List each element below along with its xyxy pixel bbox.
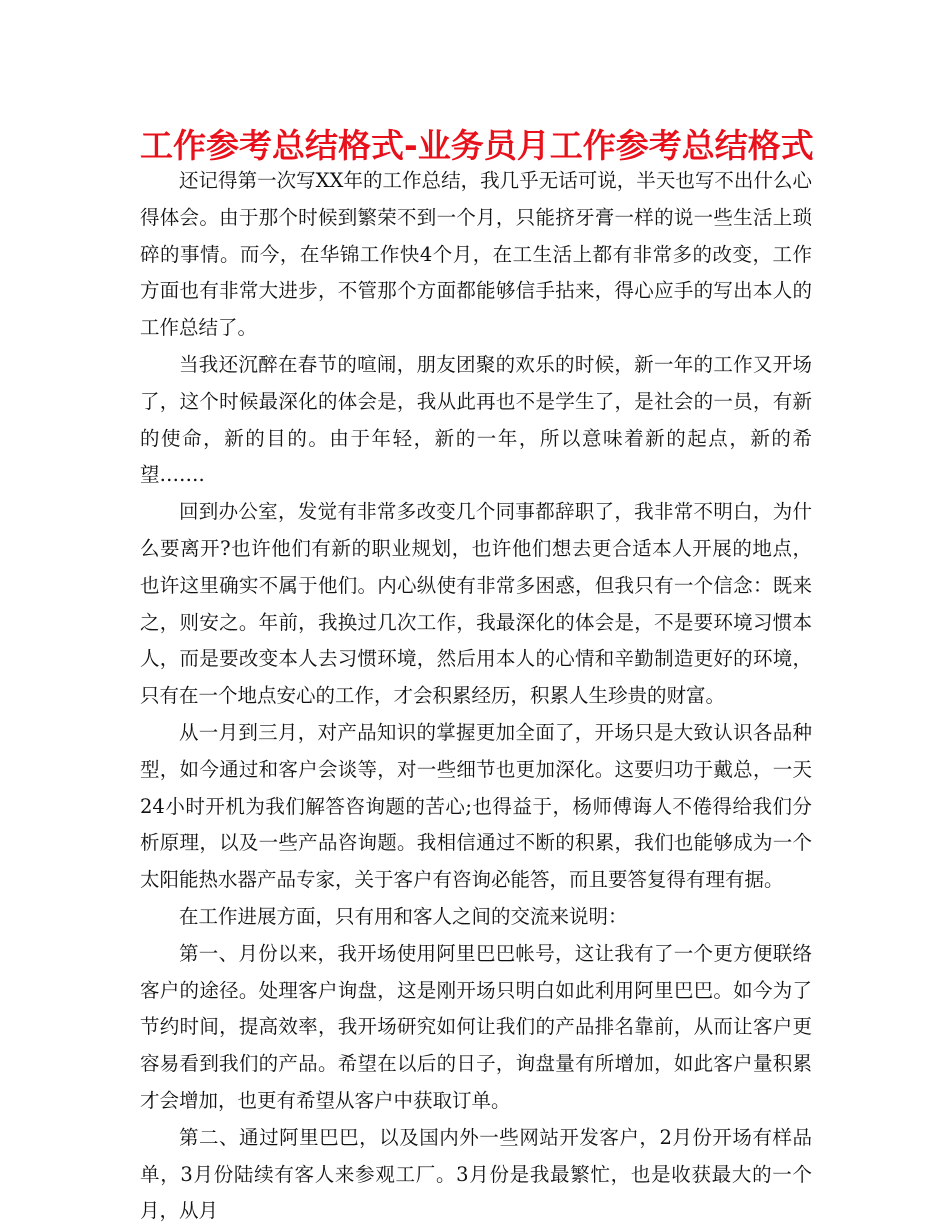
paragraph: 还记得第一次写XX年的工作总结，我几乎无话可说，半天也写不出什么心得体会。由于那个时候到繁荣不到一个月，只能挤牙膏一样的说一些生活上琐碎的事情。而今，在华锦工作快4个月，在工生活上都有非常多的改变，工作方面也有非常大进步，不管那个方面都能够信手拈来，得心应手的写出本人的工作总结了。 bbox=[140, 169, 812, 340]
paragraph: 当我还沉醉在春节的喧闹，朋友团聚的欢乐的时候，新一年的工作又开场了，这个时候最深化的体会是，我从此再也不是学生了，是社会的一员，有新的使命，新的目的。由于年轻，新的一年，所以意味着新的起点，新的希望……. bbox=[140, 352, 812, 487]
paragraph: 第二、通过阿里巴巴，以及国内外一些网站开发客户，2月份开场有样品单，3月份陆续有客人来参观工厂。3月份是我最繁忙，也是收获最大的一个月，从月 bbox=[140, 1125, 812, 1223]
paragraph: 从一月到三月，对产品知识的掌握更加全面了，开场只是大致认识各品种型，如今通过和客户会谈等，对一些细节也更加深化。这要归功于戴总，一天24小时开机为我们解答咨询题的苦心;也得益于，杨师傅诲人不倦得给我们分析原理，以及一些产品咨询题。我相信通过不断的积累，我们也能够成为一个太阳能热水器产品专家，关于客户有咨询必能答，而且要答复得有理有据。 bbox=[140, 720, 812, 892]
paragraph: 在工作进展方面，只有用和客人之间的交流来说明： bbox=[179, 904, 628, 928]
paragraph: 回到办公室，发觉有非常多改变几个同事都辞职了，我非常不明白，为什么要离开?也许他们有新的职业规划，也许他们想去更合适本人开展的地点，也许这里确实不属于他们。内心纵使有非常多困惑，但我只有一个信念：既来之，则安之。年前，我换过几次工作，我最深化的体会是，不是要环境习惯本人，而是要改变本人去习惯环境，然后用本人的心情和辛勤制造更好的环境，只有在一个地点安心的工作，才会积累经历，积累人生珍贵的财富。 bbox=[140, 500, 812, 708]
document-title: 工作参考总结格式-业务员月工作参考总结格式 bbox=[140, 126, 814, 165]
paragraph: 第一、月份以来，我开场使用阿里巴巴帐号，这让我有了一个更方便联络客户的途径。处理客户询盘，这是刚开场只明白如此利用阿里巴巴。如今为了节约时间，提高效率，我开场研究如何让我们的产品排名靠前，从而让客户更容易看到我们的产品。希望在以后的日子，询盘量有所增加，如此客户量积累才会增加，也更有希望从客户中获取订单。 bbox=[140, 941, 812, 1112]
document-body bbox=[140, 163, 812, 1230]
